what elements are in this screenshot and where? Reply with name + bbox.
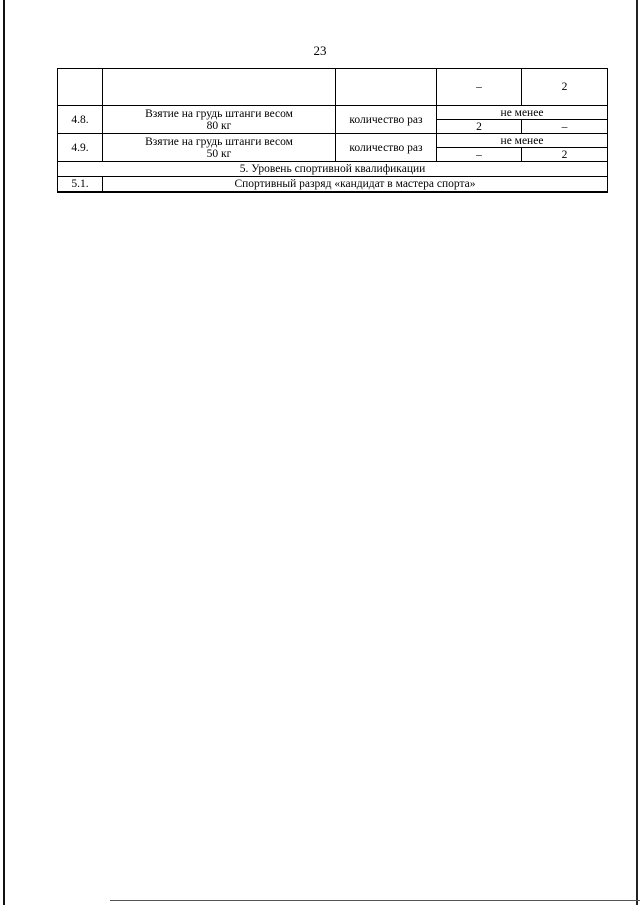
value-cell-b: –: [522, 120, 608, 134]
table-row-4-9: [58, 134, 608, 148]
table-row-continued: [58, 69, 608, 106]
section-5-heading-row: [58, 162, 608, 177]
row-number: 4.8.: [58, 106, 103, 134]
requirement-cell: не менее: [437, 134, 608, 148]
unit-cell: количество раз: [336, 106, 437, 134]
page-border-left: [3, 0, 5, 905]
exercise-line-2: 80 кг: [206, 119, 232, 132]
cell-unit-empty: [336, 69, 437, 106]
requirement-cell: не менее: [437, 106, 608, 120]
row-number: 4.9.: [58, 134, 103, 162]
section-heading: 5. Уровень спортивной квалификации: [58, 162, 608, 177]
exercise-cell: [103, 106, 336, 134]
exercise-line-1: Взятие на грудь штанги весом: [145, 107, 293, 120]
qualification-cell: Спортивный разряд «кандидат в мастера спорта»: [103, 177, 608, 193]
page-border-bottom: [110, 900, 640, 901]
value-cell-a: –: [437, 148, 522, 162]
standards-table: [57, 68, 608, 193]
table-row-4-8: [58, 106, 608, 120]
page-border-right: [636, 0, 638, 905]
page-number: 23: [313, 43, 327, 58]
cell-number-empty: [58, 69, 103, 106]
unit-cell: количество раз: [336, 134, 437, 162]
value-cell-a: 2: [437, 120, 522, 134]
exercise-line-2: 50 кг: [206, 147, 232, 160]
exercise-cell: [103, 134, 336, 162]
row-number: 5.1.: [58, 177, 103, 193]
table-row-5-1: [58, 177, 608, 193]
value-cell-b: 2: [522, 148, 608, 162]
cell-exercise-empty: [103, 69, 336, 106]
cell-value-col5: 2: [522, 69, 608, 106]
exercise-line-1: Взятие на грудь штанги весом: [145, 135, 293, 148]
cell-value-col4: –: [437, 69, 522, 106]
